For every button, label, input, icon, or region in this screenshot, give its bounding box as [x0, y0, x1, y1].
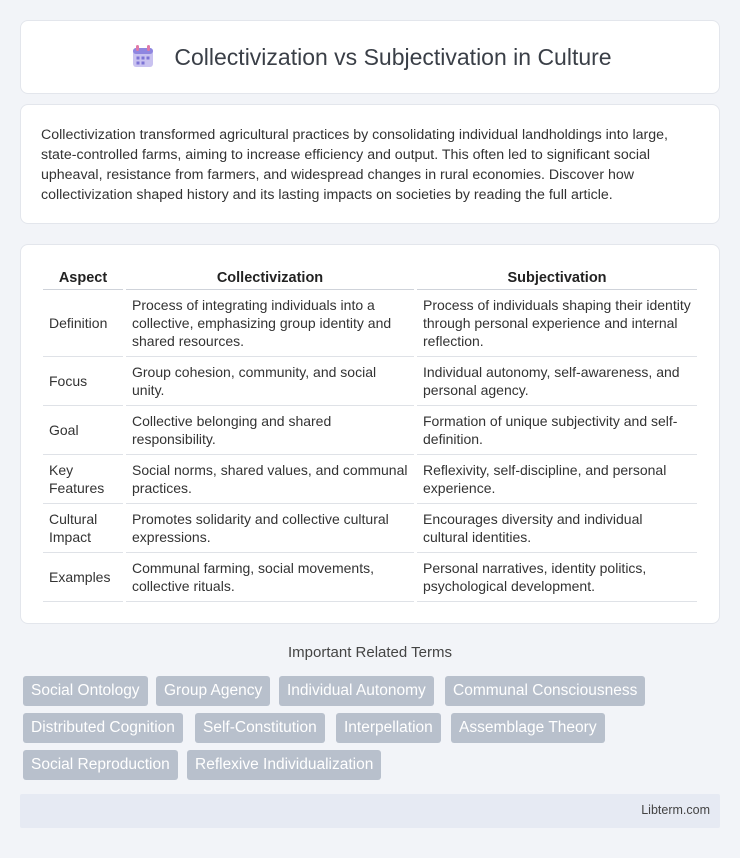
tag-reflexive-individualization[interactable]: Reflexive Individualization — [187, 750, 381, 780]
table-row — [43, 455, 697, 504]
tag-social-reproduction[interactable]: Social Reproduction — [23, 750, 178, 780]
page-title: Collectivization vs Subjectivation in Culture — [174, 43, 612, 70]
tag-social-ontology[interactable]: Social Ontology — [23, 676, 148, 706]
cell-collectivization: Group cohesion, community, and social unity. — [126, 357, 414, 406]
cell-subjectivation: Formation of unique subjectivity and self-definition. — [417, 406, 697, 455]
header-card — [20, 20, 720, 94]
calendar-icon — [128, 42, 158, 72]
cell-aspect: Definition — [43, 290, 123, 357]
comparison-table-card — [20, 244, 720, 624]
table-row — [43, 553, 697, 602]
cell-collectivization: Social norms, shared values, and communal practices. — [126, 455, 414, 504]
header-collectivization: Collectivization — [126, 263, 414, 290]
cell-aspect: Cultural Impact — [43, 504, 123, 553]
footer-site-link[interactable]: Libterm.com — [641, 803, 710, 817]
table-row — [43, 357, 697, 406]
intro-text: Collectivization transformed agricultural practices by consolidating individual landholdings into large, state-controlled farms, aiming to increase efficiency and output. This often led to significant social upheaval, resistance from farmers, and widespread changes in rural economies. Discover how collectivization shaped history and its lasting impacts on societies by reading the full article. — [41, 127, 668, 203]
cell-collectivization: Promotes solidarity and collective cultural expressions. — [126, 504, 414, 553]
cell-subjectivation: Process of individuals shaping their identity through personal experience and internal reflection. — [417, 290, 697, 357]
cell-aspect: Key Features — [43, 455, 123, 504]
tag-assemblage-theory[interactable]: Assemblage Theory — [451, 713, 605, 743]
title-wrap — [128, 42, 611, 72]
cell-collectivization: Process of integrating individuals into a collective, emphasizing group identity and shared resources. — [126, 290, 414, 357]
tag-distributed-cognition[interactable]: Distributed Cognition — [23, 713, 183, 743]
table-header-row — [43, 263, 697, 290]
tag-individual-autonomy[interactable]: Individual Autonomy — [279, 676, 434, 706]
table-row — [43, 406, 697, 455]
header-aspect: Aspect — [43, 263, 123, 290]
footer — [20, 794, 720, 828]
cell-collectivization: Collective belonging and shared responsibility. — [126, 406, 414, 455]
cell-subjectivation: Personal narratives, identity politics, psychological development. — [417, 553, 697, 602]
cell-subjectivation: Individual autonomy, self-awareness, and personal agency. — [417, 357, 697, 406]
tag-self-constitution[interactable]: Self-Constitution — [195, 713, 325, 743]
tag-interpellation[interactable]: Interpellation — [336, 713, 441, 743]
cell-collectivization: Communal farming, social movements, collective rituals. — [126, 553, 414, 602]
table-row — [43, 504, 697, 553]
tag-communal-consciousness[interactable]: Communal Consciousness — [445, 676, 645, 706]
cell-subjectivation: Encourages diversity and individual cultural identities. — [417, 504, 697, 553]
cell-subjectivation: Reflexivity, self-discipline, and personal experience. — [417, 455, 697, 504]
comparison-table — [43, 263, 697, 602]
table-row — [43, 290, 697, 357]
intro-card — [20, 104, 720, 224]
tag-group-agency[interactable]: Group Agency — [156, 676, 270, 706]
related-terms-title: Important Related Terms — [288, 644, 452, 661]
cell-aspect: Focus — [43, 357, 123, 406]
cell-aspect: Examples — [43, 553, 123, 602]
cell-aspect: Goal — [43, 406, 123, 455]
header-subjectivation: Subjectivation — [417, 263, 697, 290]
